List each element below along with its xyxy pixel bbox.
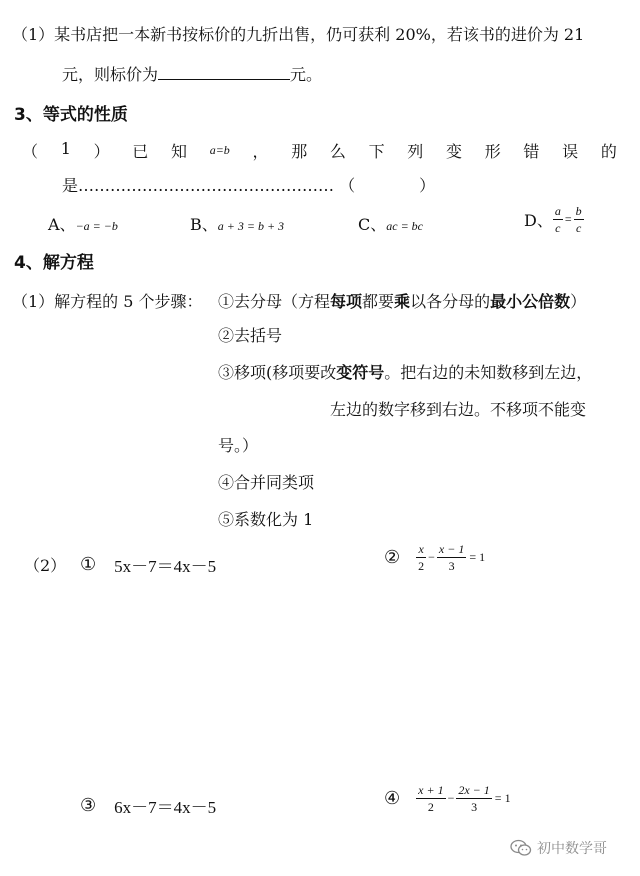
equation-3 [80,793,216,818]
section-4-title: 4、解方程 [14,253,94,273]
step-3 [218,360,592,383]
step-1 [218,289,586,312]
s3-q1-c6: ， [252,142,269,161]
s3-q1-line2-text: 是………………………………………… （ [62,176,356,195]
eq4-rhs: = 1 [494,791,511,805]
watermark [510,838,607,858]
step-3-line2: 左边的数字移到右边。不移项不能变 [330,400,587,419]
option-b [190,212,284,235]
option-d-num1: a [554,204,561,218]
eq2-den1: 2 [418,559,425,573]
q1-line2 [62,62,322,85]
s3-q1-c4: 知 [170,142,187,161]
step-1-f: 最小公倍数 [490,292,571,311]
step-3-c: 。把右边的未知数移到左边， [384,363,593,382]
eq1-mark: ① [80,554,97,575]
eq4-den1: 2 [427,800,434,814]
s3-q1-c11: 变 [446,142,463,161]
eq2-rhs: = 1 [469,550,486,564]
section-3-title: 3、等式的性质 [14,105,128,125]
s3-q1-line2 [62,173,435,196]
option-c-expr: ac = bc [386,219,423,233]
eq1-expr: 5x－7＝4x－5 [114,557,217,576]
option-d-label: D、 [524,211,553,230]
s4-q1-intro: （1）解方程的 5 个步骤： [12,292,203,311]
eq4-frac1 [416,784,445,813]
eq4-frac2 [456,784,491,813]
eq2-num1: x [418,542,424,556]
s3-q1-line2-end: ） [419,176,436,195]
q2-label: （2） [24,556,67,575]
s3-q1-c8: 么 [329,142,346,161]
s3-q1-c10: 列 [407,142,424,161]
eq2-num2: x − 1 [438,542,465,556]
step-1-b: 每项 [330,292,363,311]
option-d-frac2 [574,205,584,234]
step-1-g: ） [570,292,587,311]
s3-q1-c12: 形 [484,142,501,161]
eq4-den2: 3 [471,800,478,814]
eq2-minus: − [428,550,435,564]
option-b-expr: a + 3 = b + 3 [217,219,285,233]
eq4-num2: 2x − 1 [458,783,490,797]
eq2-mark: ② [384,547,401,568]
step-1-c: 都要 [362,292,395,311]
eq2-den2: 3 [448,559,455,573]
s3-q1-c13: 错 [523,142,540,161]
option-d-den1: c [555,221,561,235]
step-1-a: ①去分母（方程 [218,292,331,311]
step-5: ⑤系数化为 1 [218,510,314,529]
q1-line1: （1）某书店把一本新书按标价的九折出售，仍可获利 20%，若该书的进价为 21 [12,25,585,44]
s3-q1-line1 [22,139,617,162]
step-1-e: 以各分母的 [410,292,491,311]
q1-line2-pre: 元，则标价为 [62,65,159,84]
option-d [524,205,584,234]
s3-q1-c1: 1 [60,139,71,158]
option-a [48,212,118,235]
answer-blank [158,65,290,80]
eq2-frac2 [437,543,466,572]
eq4-minus: − [447,791,455,805]
s3-q1-c15: 的 [600,142,617,161]
option-d-num2: b [575,204,582,218]
option-c [358,212,423,235]
equation-2 [384,543,485,572]
wechat-icon [510,839,532,857]
eq4-num1: x + 1 [418,783,444,797]
s3-q1-c14: 误 [562,142,579,161]
step-2: ②去括号 [218,326,283,345]
step-1-d: 乘 [394,292,411,311]
step-4: ④合并同类项 [218,473,315,492]
eq4-mark: ④ [384,788,401,809]
step-3-b: 变符号 [336,363,385,382]
eq2-frac1 [416,543,426,572]
option-b-label: B、 [190,215,218,234]
eq3-expr: 6x－7＝4x－5 [114,798,217,817]
s3-q1-c2: ） [93,142,110,161]
option-a-expr: −a = −b [75,219,118,233]
step-3-line3: 号。） [218,436,259,455]
equation-4 [384,784,511,813]
option-d-eq: = [564,212,572,226]
option-d-frac1 [553,205,563,234]
option-d-den2: c [575,221,582,235]
s3-q1-c3: 已 [132,142,149,161]
s3-q1-c7: 那 [291,142,308,161]
watermark-text: 初中数学哥 [537,841,607,857]
option-a-label: A、 [48,215,76,234]
s3-q1-given: a=b [209,143,230,157]
step-3-a: ③移项(移项要改 [218,363,337,382]
q1-line2-post: 元。 [290,65,323,84]
eq3-mark: ③ [80,795,97,816]
equation-1 [80,552,216,577]
s3-q1-c9: 下 [368,142,385,161]
s3-q1-c0: （ [22,142,39,161]
option-c-label: C、 [358,215,387,234]
